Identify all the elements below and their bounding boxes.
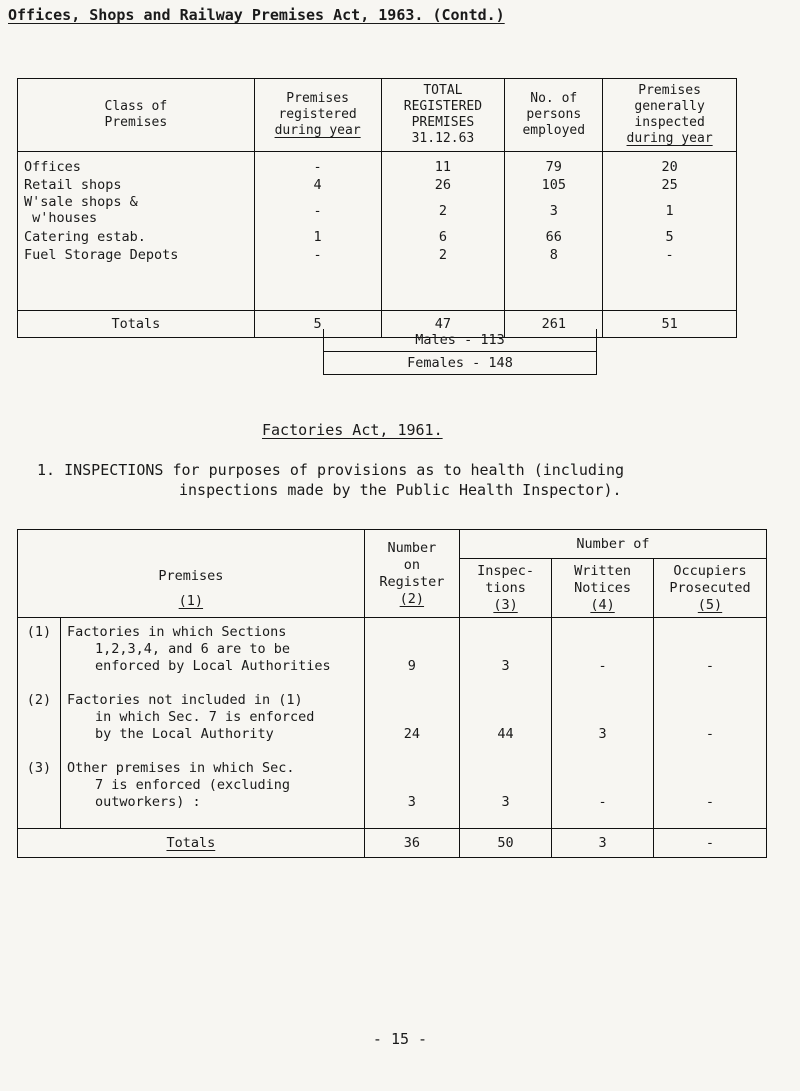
registered-column: - 4 - 1 - bbox=[254, 152, 381, 311]
premises-description-column: Factories in which Sections 1,2,3,4, and 6 are to be enforced by Local Authorities Factories not included in (1) in which Sec. 7 is enforced by the Local Authority Other premises in which Sec. 7 is enforced (excluding outworkers) : bbox=[60, 618, 364, 829]
header-inspections: Inspec- tions (3) bbox=[459, 559, 551, 618]
header-premises-inspected: Premises generally inspected during year bbox=[603, 79, 737, 152]
inspections-paragraph: 1. INSPECTIONS for purposes of provisions as to health (including inspections made by the Public Health Inspector). bbox=[37, 461, 624, 499]
page-title: Offices, Shops and Railway Premises Act, 1963. (Contd.) bbox=[8, 6, 505, 24]
table2-totals-row: Totals 36 50 3 - bbox=[18, 829, 767, 858]
inspections-column: 3 44 3 bbox=[459, 618, 551, 829]
row-number-column: (1) (2) (3) bbox=[18, 618, 61, 829]
header-premises: Premises (1) bbox=[18, 530, 365, 618]
registered-premises-table bbox=[17, 78, 737, 338]
prosecuted-column: - - - bbox=[654, 618, 767, 829]
header-number-of: Number of bbox=[459, 530, 766, 559]
table2-header-row-1 bbox=[18, 530, 767, 559]
header-written-notices: Written Notices (4) bbox=[552, 559, 654, 618]
row-label: Retail shops bbox=[24, 177, 122, 193]
class-column bbox=[18, 152, 255, 311]
row-label: Fuel Storage Depots bbox=[24, 247, 179, 263]
females-count: Females - 148 bbox=[324, 352, 597, 375]
persons-column: 79 105 3 66 8 bbox=[505, 152, 603, 311]
header-premises-registered: Premises registered during year bbox=[254, 79, 381, 152]
header-persons-employed: No. of persons employed bbox=[505, 79, 603, 152]
total-column: 11 26 2 6 2 bbox=[381, 152, 505, 311]
row-label: Offices bbox=[24, 159, 81, 175]
header-number-on-register: Number on Register (2) bbox=[364, 530, 459, 618]
header-class-of-premises: Class of Premises bbox=[18, 79, 255, 152]
row-label: Catering estab. bbox=[24, 229, 146, 245]
table2-body-row bbox=[18, 618, 767, 829]
factory-inspections-table bbox=[17, 529, 767, 858]
table1-header-row bbox=[18, 79, 737, 152]
table1-body-row bbox=[18, 152, 737, 311]
row-label: W'sale shops & w'houses bbox=[24, 194, 138, 226]
page-number: - 15 - bbox=[372, 1030, 428, 1048]
header-total-registered: TOTAL REGISTERED PREMISES 31.12.63 bbox=[381, 79, 505, 152]
factories-act-title: Factories Act, 1961. bbox=[262, 421, 443, 439]
gender-breakdown-table bbox=[323, 329, 597, 375]
header-occupiers-prosecuted: Occupiers Prosecuted (5) bbox=[654, 559, 767, 618]
register-column: 9 24 3 bbox=[364, 618, 459, 829]
inspected-column: 20 25 1 5 - bbox=[603, 152, 737, 311]
table1-totals-row: Totals 5 47 261 51 bbox=[18, 311, 737, 338]
males-count: Males - 113 bbox=[324, 329, 597, 352]
notices-column: - 3 - bbox=[552, 618, 654, 829]
